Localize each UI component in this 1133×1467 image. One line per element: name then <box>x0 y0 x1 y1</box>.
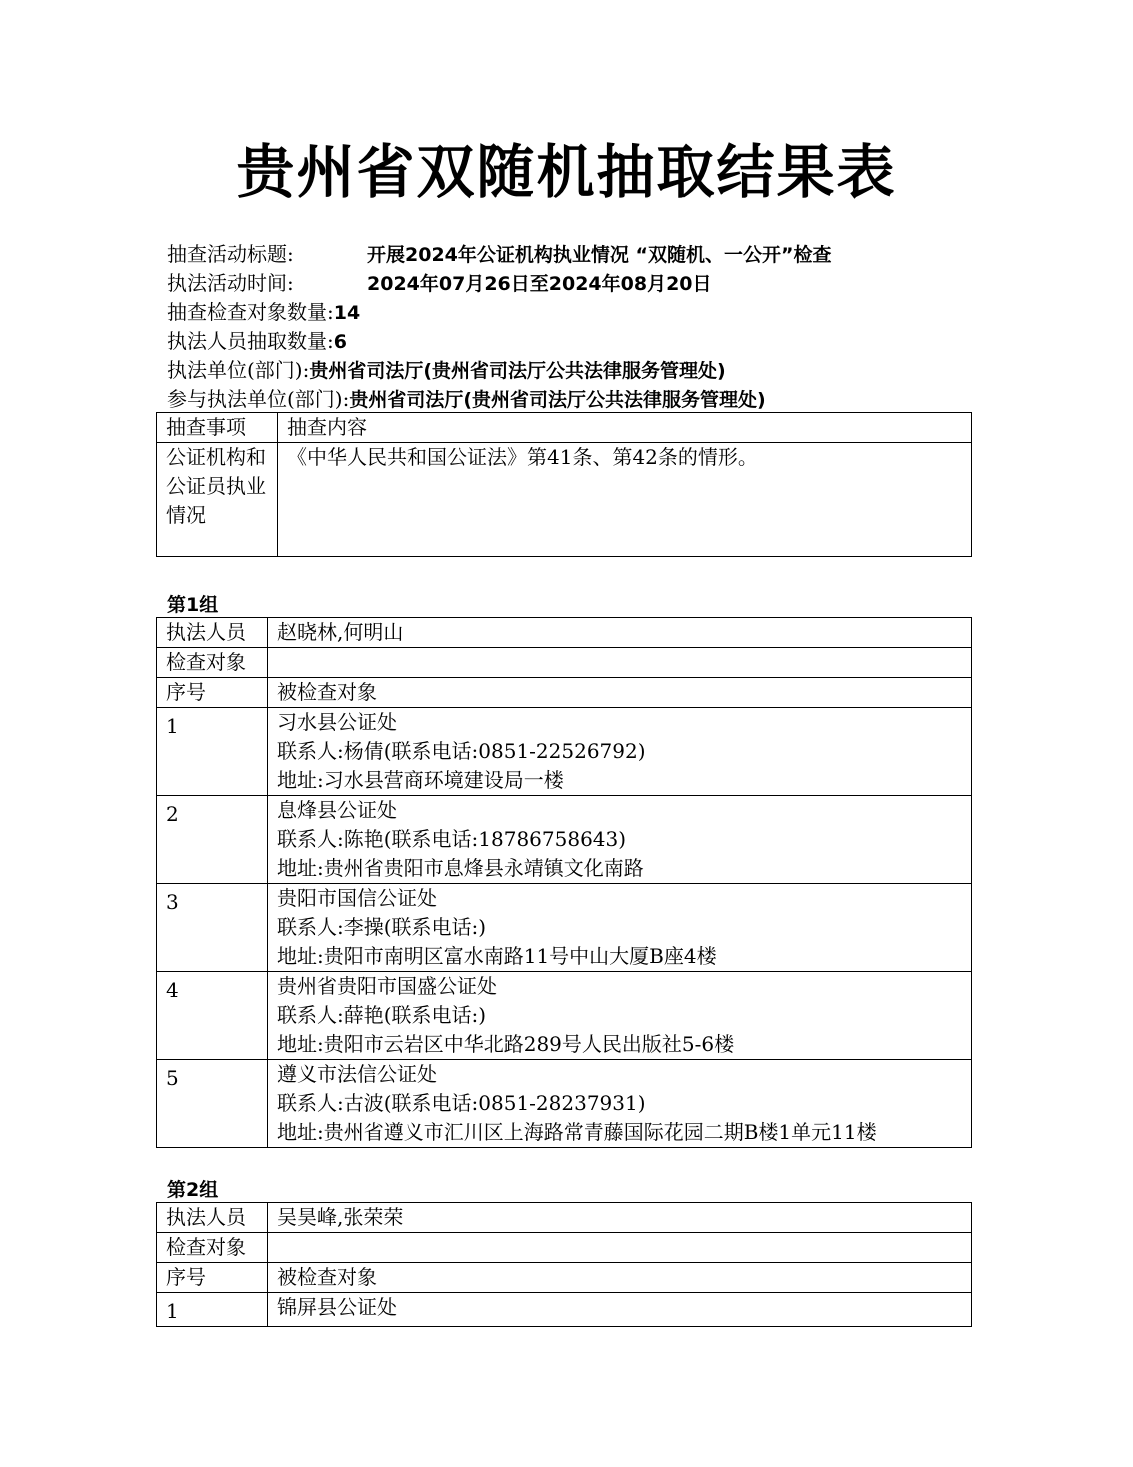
meta-row <box>167 269 831 298</box>
entity-contact: 联系人:李操(联系电话:) <box>277 915 487 939</box>
entity-cell <box>268 972 972 1060</box>
meta-row <box>167 327 831 356</box>
group-title: 第1组 <box>167 594 219 616</box>
targets-value <box>268 648 972 678</box>
entity-cell <box>268 884 972 972</box>
meta-value: 开展2024年公证机构执业情况 “双随机、一公开”检查 <box>367 244 832 266</box>
meta-label: 执法活动时间: <box>167 271 294 295</box>
entity-contact: 联系人:古波(联系电话:0851-28237931) <box>277 1091 646 1115</box>
meta-value: 贵州省司法厅(贵州省司法厅公共法律服务管理处) <box>349 389 766 411</box>
table-row <box>157 1293 972 1327</box>
table-row <box>157 1203 972 1233</box>
meta-value: 2024年07月26日至2024年08月20日 <box>367 273 712 295</box>
table-row <box>157 972 972 1060</box>
table-row <box>157 1263 972 1293</box>
entity-contact: 联系人:薛艳(联系电话:) <box>277 1003 487 1027</box>
table-row <box>157 884 972 972</box>
table-row <box>157 443 972 557</box>
table-row <box>157 648 972 678</box>
inspected-header: 被检查对象 <box>268 1263 972 1293</box>
entity-cell <box>268 1060 972 1148</box>
entity-name: 锦屏县公证处 <box>277 1295 397 1319</box>
meta-label: 执法单位(部门): <box>167 358 310 382</box>
entity-name: 贵阳市国信公证处 <box>277 886 437 910</box>
meta-value: 贵州省司法厅(贵州省司法厅公共法律服务管理处) <box>309 360 726 382</box>
seq-header: 序号 <box>157 1263 268 1293</box>
meta-row <box>167 385 831 414</box>
meta-row <box>167 298 831 327</box>
entity-address: 地址:贵阳市云岩区中华北路289号人民出版社5-6楼 <box>277 1032 735 1056</box>
meta-label: 抽查检查对象数量: <box>167 300 334 324</box>
entity-address: 地址:习水县营商环境建设局一楼 <box>277 768 564 792</box>
entity-name: 遵义市法信公证处 <box>277 1062 437 1086</box>
entity-address: 地址:贵州省贵阳市息烽县永靖镇文化南路 <box>277 856 644 880</box>
entity-name: 贵州省贵阳市国盛公证处 <box>277 974 497 998</box>
scope-header-content: 抽查内容 <box>278 413 972 443</box>
entity-address: 地址:贵州省遵义市汇川区上海路常青藤国际花园二期B楼1单元11楼 <box>277 1120 877 1144</box>
seq-header: 序号 <box>157 678 268 708</box>
activity-meta <box>167 240 831 414</box>
scope-header-item: 抽查事项 <box>157 413 278 443</box>
page-title: 贵州省双随机抽取结果表 <box>236 138 897 206</box>
meta-row <box>167 240 831 269</box>
entity-index: 1 <box>157 1293 268 1327</box>
entity-index: 4 <box>157 972 268 1060</box>
entity-cell <box>268 796 972 884</box>
officers-value: 赵晓林,何明山 <box>268 618 972 648</box>
meta-label: 参与执法单位(部门): <box>167 387 350 411</box>
meta-value: 14 <box>333 302 361 324</box>
entity-index: 1 <box>157 708 268 796</box>
entity-contact: 联系人:杨倩(联系电话:0851-22526792) <box>277 739 646 763</box>
table-row <box>157 708 972 796</box>
entity-index: 5 <box>157 1060 268 1148</box>
officers-label: 执法人员 <box>157 618 268 648</box>
table-row <box>157 618 972 648</box>
entity-name: 息烽县公证处 <box>277 798 397 822</box>
entity-index: 3 <box>157 884 268 972</box>
entity-cell <box>268 1293 972 1327</box>
entity-index: 2 <box>157 796 268 884</box>
targets-label: 检查对象 <box>157 648 268 678</box>
scope-item: 公证机构和公证员执业情况 <box>157 443 278 557</box>
scope-table <box>156 412 972 557</box>
table-row <box>157 1060 972 1148</box>
inspected-header: 被检查对象 <box>268 678 972 708</box>
table-row <box>157 413 972 443</box>
targets-value <box>268 1233 972 1263</box>
scope-content: 《中华人民共和国公证法》第41条、第42条的情形。 <box>278 443 972 557</box>
entity-cell <box>268 708 972 796</box>
meta-label: 执法人员抽取数量: <box>167 329 334 353</box>
targets-label: 检查对象 <box>157 1233 268 1263</box>
table-row <box>157 1233 972 1263</box>
entity-contact: 联系人:陈艳(联系电话:18786758643) <box>277 827 627 851</box>
entity-address: 地址:贵阳市南明区富水南路11号中山大厦B座4楼 <box>277 944 717 968</box>
meta-value: 6 <box>333 331 347 353</box>
group-table <box>156 617 972 1148</box>
entity-name: 习水县公证处 <box>277 710 397 734</box>
meta-label: 抽查活动标题: <box>167 242 294 266</box>
table-row <box>157 678 972 708</box>
group-table <box>156 1202 972 1327</box>
officers-value: 吴昊峰,张荣荣 <box>268 1203 972 1233</box>
officers-label: 执法人员 <box>157 1203 268 1233</box>
table-row <box>157 796 972 884</box>
meta-row <box>167 356 831 385</box>
group-title: 第2组 <box>167 1179 219 1201</box>
